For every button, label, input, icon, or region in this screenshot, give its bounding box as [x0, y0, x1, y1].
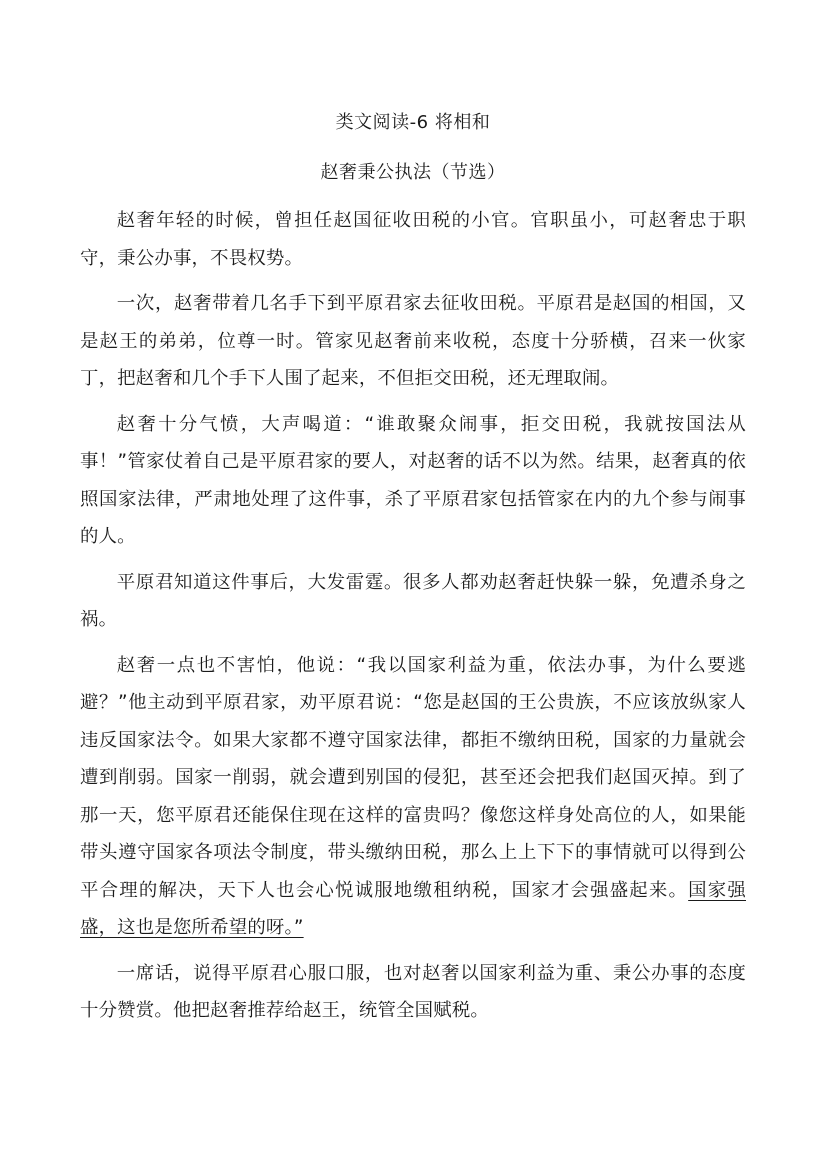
paragraph-5 [80, 647, 746, 947]
underlined-sentence: 国家强盛，这也是您所希望的呀。” [80, 879, 746, 938]
paragraph-4: 平原君知道这件事后，大发雷霆。很多人都劝赵奢赶快躲一躲，免遭杀身之祸。 [80, 571, 746, 630]
paragraph-6: 一席话，说得平原君心服口服，也对赵奢以国家利益为重、秉公办事的态度十分赞赏。他把赵奢推荐给赵王，统管全国赋税。 [80, 962, 746, 1021]
paragraph-2: 一次，赵奢带着几名手下到平原君家去征收田税。平原君是赵国的相国，又是赵王的弟弟，位尊一时。管家见赵奢前来收税，态度十分骄横，召来一伙家丁，把赵奢和几个手下人围了起来，不但拒交田税，还无理取闹。 [80, 293, 746, 389]
document-title: 类文阅读-6 将相和 [335, 112, 491, 133]
article-title: 赵奢秉公执法（节选） [320, 162, 506, 183]
paragraph-1: 赵奢年轻的时候，曾担任赵国征收田税的小官。官职虽小，可赵奢忠于职守，秉公办事，不畏权势。 [80, 210, 746, 269]
paragraph-3: 赵奢十分气愤，大声喝道：“谁敢聚众闹事，拒交田税，我就按国法从事！”管家仗着自己是平原君家的要人，对赵奢的话不以为然。结果，赵奢真的依照国家法律，严肃地处理了这件事，杀了平原君家包括管家在内的九个参与闹事的人。 [80, 413, 746, 547]
paragraph-5-text: 赵奢一点也不害怕，他说：“我以国家利益为重，依法办事，为什么要逃避？”他主动到平原君家，劝平原君说：“您是赵国的王公贵族，不应该放纵家人违反国家法令。如果大家都不遵守国家法律，都拒不缴纳田税，国家的力量就会遭到削弱。国家一削弱，就会遭到别国的侵犯，甚至还会把我们赵国灭掉。到了那一天，您平原君还能保住现在这样的富贵吗？像您这样身处高位的人，如果能带头遵守国家各项法令制度，带头缴纳田税，那么上上下下的事情就可以得到公平合理的解决，天下人也会心悦诚服地缴租纳税，国家才会强盛起来。 [80, 654, 746, 901]
article-body [80, 202, 746, 1038]
